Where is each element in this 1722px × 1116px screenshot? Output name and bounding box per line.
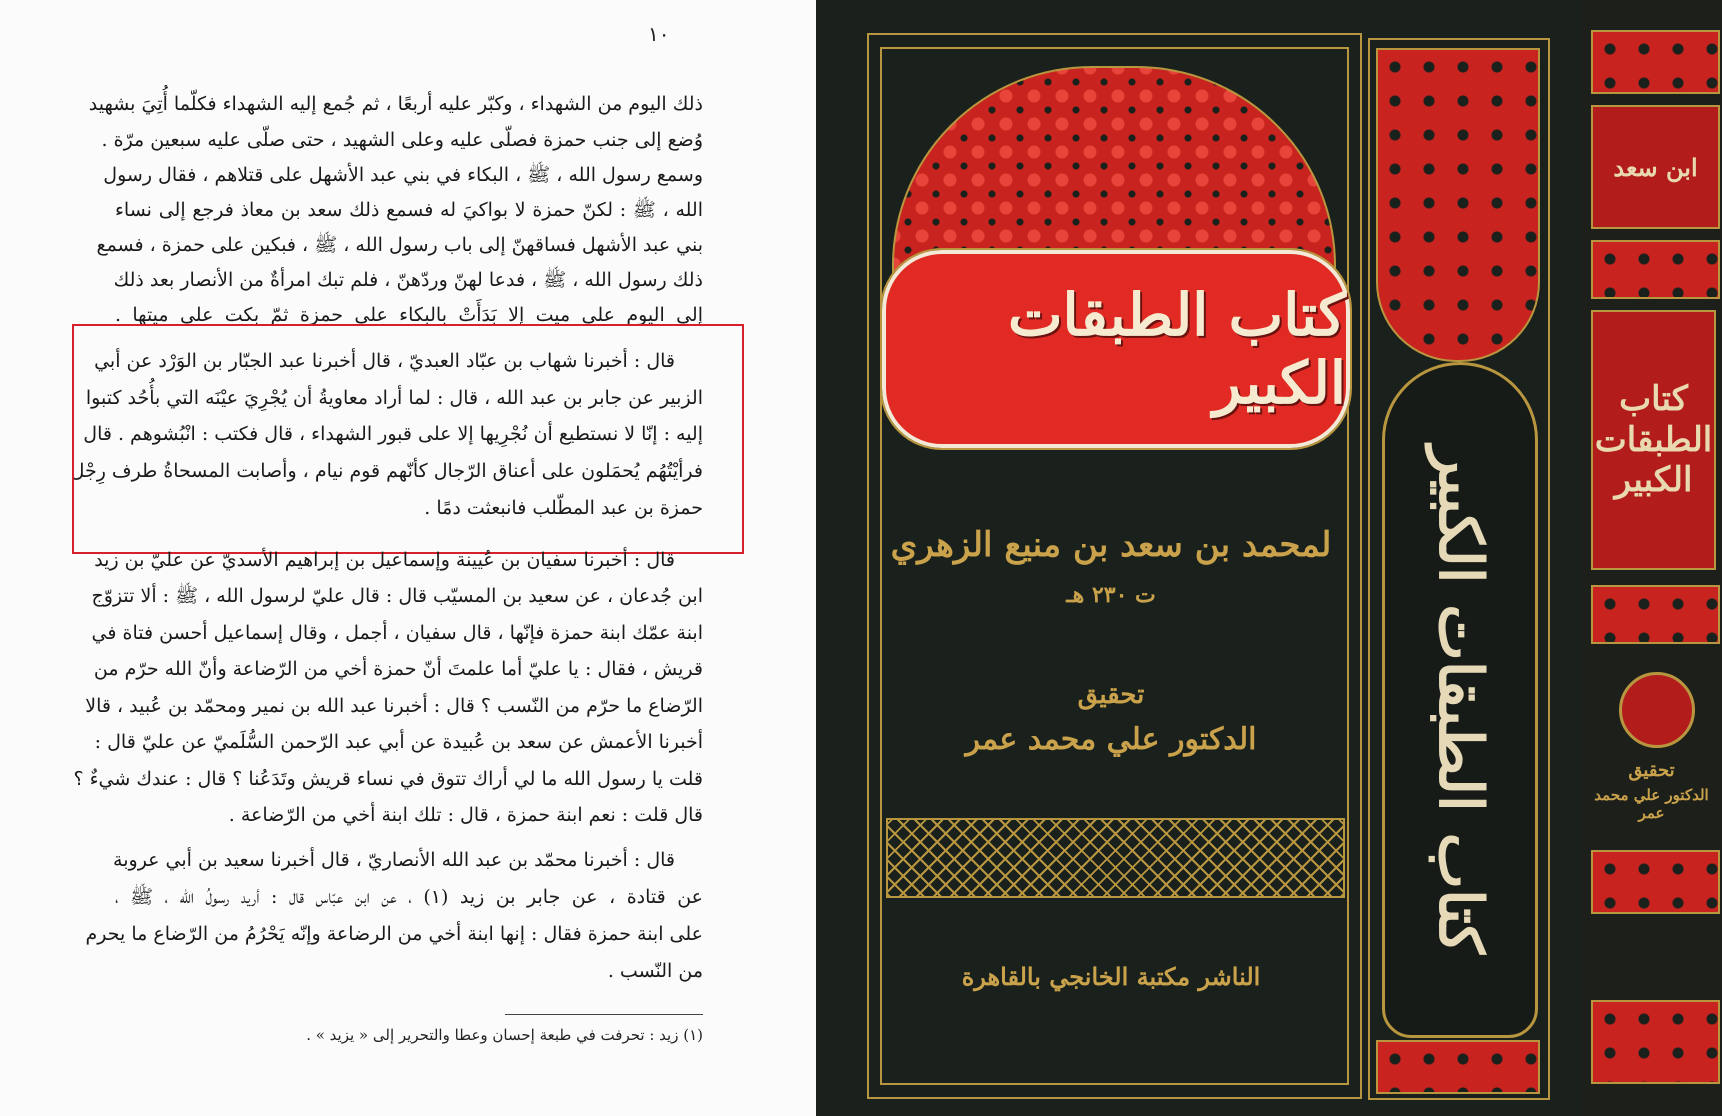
text-line: بني عبد الأشهل فساقهنّ إلى باب رسول الله ، ﷺ ، فبكين على حمزة ، فسمع [96, 234, 703, 256]
text-line: وسمع رسول الله ، ﷺ ، البكاء في بني عبد الأشهل على قتلاهم ، فقال رسول [103, 164, 703, 186]
spine-top-ornament [1376, 48, 1540, 362]
page-number: ١٠ [648, 22, 670, 46]
text-line: ذلك اليوم من الشهداء ، وكبّر عليه أربعًا ، ثم جُمع إليه الشهداء فكلّما أُتِيَ بشهيد [88, 93, 703, 115]
vol2-editor-label: تحقيق [1628, 760, 1675, 781]
spine-bottom-ornament [1376, 1040, 1540, 1094]
vol2-author-label: ابن سعد [1591, 105, 1720, 229]
footnote: (١) زيد : تحرفت في طبعة إحسان وعطا والتحرير إلى « يزيد » . [306, 1026, 703, 1044]
cover-editor-name: الدكتور علي محمد عمر [965, 722, 1257, 757]
second-volume-spine [1581, 0, 1722, 1116]
text-line: الله ، ﷺ : لكنّ حمزة لا بواكيَ له فسمع ذلك سعد بن معاذ فرجع إلى نساء [115, 199, 703, 221]
vol2-volume-circle [1619, 672, 1695, 748]
spine-title: كتاب الطبقات الكبير [1425, 445, 1495, 955]
book-cover [816, 0, 1722, 1116]
cover-death-date: ت ٢٣٠ هـ [1066, 582, 1156, 608]
cover-editor-label: تحقيق [1077, 680, 1145, 710]
book-page [0, 0, 816, 1116]
text-line: فرأيْتُهُم يُحمَلون على أعناق الرّجال كأنّهم قوم نيام ، وأصابت المسحاةُ طرف رِجْل [70, 460, 703, 482]
vol2-ornament [1591, 1000, 1720, 1084]
text-line: من النّسب . [607, 960, 703, 982]
text-line: قال : أخبرنا محمّد بن عبد الله الأنصاريّ ، قال أخبرنا سعيد بن أبي عروبة [113, 849, 675, 871]
vol2-ornament [1591, 850, 1720, 914]
title-cartouche [882, 250, 1350, 448]
text-line: ابن جُدعان ، عن سعيد بن المسيّب قال : قال عليّ لرسول الله ، ﷺ : ألا تتزوّج [91, 585, 703, 607]
vol2-ornament [1591, 240, 1720, 299]
text-line: وُضع إلى جنب حمزة فصلّى عليه وعلى الشهيد ، حتى صلّى عليه سبعين مرّة . [101, 129, 703, 151]
text-line: على ابنة حمزة فقال : إنها ابنة أخي من الرضاعة وإنّه يَحْرُمُ من الرّضاع ما يحرم [85, 923, 703, 945]
text-line: إلى اليوم على ميت إلا بَدَأَتْ بالبكاء على حمزة ثمّ بكت على ميتها . [115, 304, 703, 326]
footnote-divider [505, 1014, 703, 1015]
text-line: الرّضاع ما حرّم من النّسب ؟ قال : أخبرنا عبد الله بن نمير ومحمّد بن عُبيد ، قالا [85, 695, 703, 717]
vol2-ornament [1591, 30, 1720, 94]
highlight-box [72, 324, 744, 554]
text-line: قال قلت : نعم ابنة حمزة ، قال : تلك ابنة أخي من الرّضاعة . [228, 804, 703, 826]
cover-title: كتاب الطبقات الكبير [1007, 281, 1346, 417]
text-line: قال : أخبرنا سفيان بن عُيينة وإسماعيل بن إبراهيم الأسديّ عن عليّ بن زيد [94, 549, 675, 571]
text-line: أخبرنا الأعمش عن سعد بن عُبيدة عن أبي عبد الرّحمن السُّلَميّ عن عليّ قال : [94, 731, 703, 753]
text-line: عن قتادة ، عن جابر بن زيد (١) ، عن ابن عبّاس قال : أريد رسولُ الله ، ﷺ ، [115, 886, 703, 908]
text-line: إليه : إنّا لا نستطيع أن نُجْرِيها إلا على قبور الشهداء ، قال فكتب : انْبُشوهم . قال [83, 423, 703, 445]
text-line: ابنة عمّك ابنة حمزة فإنّها ، قال سفيان ، أجمل ، وقال إسماعيل أحسن فتاة في [91, 622, 703, 644]
text-line: قريش ، فقال : يا عليّ أما علمتَ أنّ حمزة أخي من الرّضاعة وأنّ الله حرّم من [93, 658, 703, 680]
text-line: حمزة بن عبد المطّلب فانبعثت دمًا . [424, 497, 703, 519]
lattice-band [886, 818, 1345, 898]
vol2-ornament [1591, 585, 1720, 644]
cover-publisher: الناشر مكتبة الخانجي بالقاهرة [961, 962, 1261, 991]
vol2-editor-name: الدكتور علي محمد عمر [1594, 786, 1709, 822]
text-line: الزبير عن جابر بن عبد الله ، قال : لما أراد معاويةُ أن يُجْرِيَ عيْنَه التي بأُحُد كتبوا [85, 387, 703, 409]
text-line: قلت يا رسول الله ما لي أراك تتوق في نساء قريش وتَدَعُنا ؟ قال : عندك شيءٌ ؟ [73, 768, 703, 790]
spine-title-panel [1382, 362, 1538, 1038]
text-line: ذلك رسول الله ، ﷺ ، فدعا لهنّ وردّهنّ ، فلم تبك امرأةٌ من الأنصار بعد ذلك [113, 269, 703, 291]
cover-author: لمحمد بن سعد بن منيع الزهري [890, 525, 1332, 565]
vol2-title: كتاب الطبقات الكبير [1591, 310, 1716, 570]
text-line: قال : أخبرنا شهاب بن عبّاد العبديّ ، قال أخبرنا عبد الجبّار بن الوَرْد عن أبي [94, 350, 675, 372]
